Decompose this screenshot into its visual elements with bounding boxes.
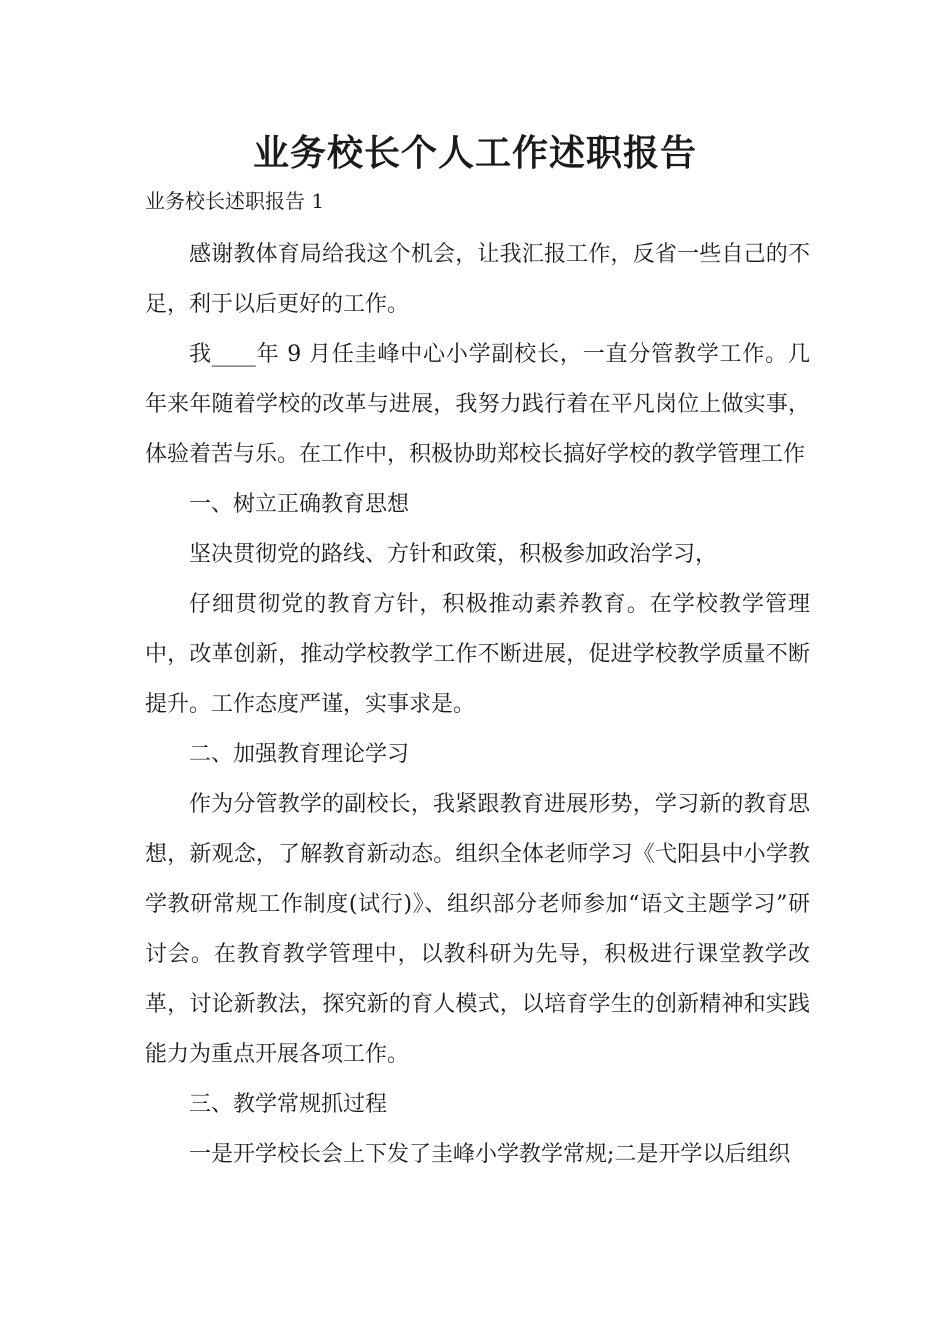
document-title: 业务校长个人工作述职报告 — [252, 132, 697, 174]
paragraph-theory: 作为分管教学的副校长，我紧跟教育进展形势，学习新的教育思想，新观念，了解教育新动态。组织全体老师学习《弋阳县中小学教学教研常规工作制度(试行)》、组织部分老师参加“语文主题学习”研讨会。在教育教学管理中，以教科研为先导，积极进行课堂教学改革，讨论新教法，探究新的育人模式，以培育学生的创新精神和实践能力为重点开展各项工作。 — [145, 792, 810, 1067]
section-heading-3: 三、教学常规抓过程 — [189, 1092, 388, 1117]
document-subtitle: 业务校长述职报告 1 — [145, 189, 325, 213]
paragraph-management: 仔细贯彻党的教育方针，积极推动素养教育。在学校教学管理中，改革创新，推动学校教学工作不断进展，促进学校教学质量不断提升。工作态度严谨，实事求是。 — [145, 592, 810, 717]
section-heading-1: 一、树立正确教育思想 — [189, 492, 410, 517]
paragraph-thanks: 感谢教体育局给我这个机会，让我汇报工作，反省一些自己的不足，利于以后更好的工作。 — [145, 242, 810, 317]
section-heading-2: 二、加强教育理论学习 — [189, 742, 410, 767]
paragraph-routine: 一是开学校长会上下发了圭峰小学教学常规;二是开学以后组织 — [189, 1142, 791, 1167]
document-body — [145, 230, 810, 1180]
paragraph-intro: 我____年 9 月任圭峰中心小学副校长，一直分管教学工作。几年来年随着学校的改革与进展，我努力践行着在平凡岗位上做实事，体验着苦与乐。在工作中，积极协助郑校长搞好学校的教学管理工作 — [145, 342, 810, 467]
paragraph-policy: 坚决贯彻党的路线、方针和政策，积极参加政治学习， — [189, 542, 718, 567]
